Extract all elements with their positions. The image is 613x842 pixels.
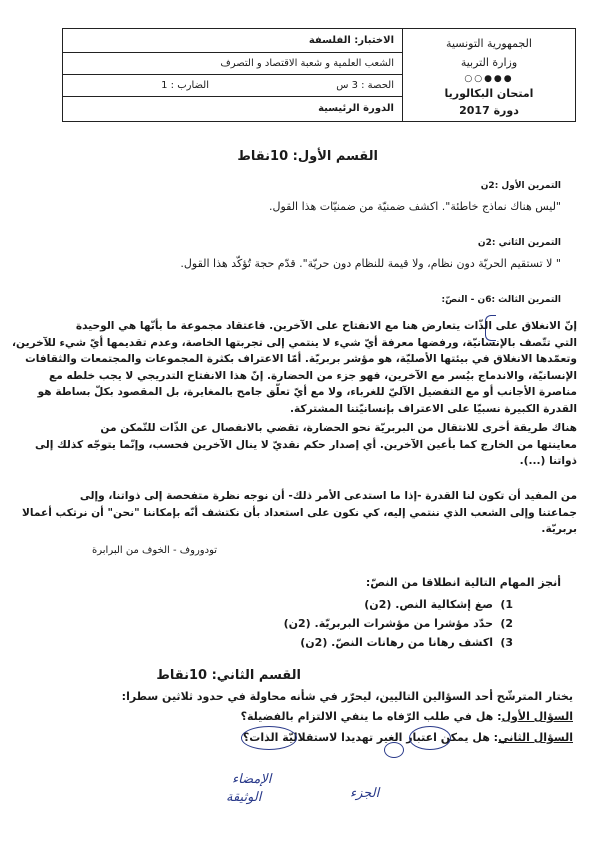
task-number: 3) [500, 636, 513, 649]
text-source: تودوروف - الخوف من البرابرة [92, 545, 218, 556]
sections: الشعب العلمية و شعبة الاقتصاد و التصرف [220, 58, 394, 69]
text-paragraph-2 [37, 420, 577, 470]
ex1-label: التمرين الأول :2ن [480, 181, 561, 191]
subject-row [63, 29, 402, 53]
sections-row [63, 53, 402, 75]
text-line: من المفيد أن تكون لنا القدرة -إذا ما استدعى الأمر ذلك- أن نوجه نظرة متفحصة إلى ذواتنا، وإلى [79, 490, 577, 502]
duration: الحصة : 3 س [336, 80, 394, 91]
task-number: 1) [500, 598, 513, 611]
tasks-intro: أنجز المهام التالية انطلاقا من النصّ: [365, 576, 561, 589]
pen-circle-mark [384, 742, 404, 758]
session: الدورة الرئيسية [318, 103, 394, 114]
session-year: دورة 2017 [459, 104, 519, 117]
duration-row [63, 75, 402, 97]
handwritten-signature: الإمضاء [232, 772, 272, 787]
question-2-label: السؤال الثاني [498, 731, 573, 744]
question-1-label: السؤال الأول [501, 710, 573, 723]
task-number: 2) [500, 617, 513, 630]
question-1-text: : هل في طلب الرّفاه ما ينفي الالتزام بالفضيلة؟ [240, 710, 502, 723]
text-line: وتعمّدها الانغلاق في بيئتها الأصليّة، هو مؤشر بربريّة. أمّا الاعتراف بكثرة المجموعات والمجتمعات والثقافات [25, 353, 577, 365]
text-paragraph-1 [12, 318, 577, 417]
exam-header [62, 28, 576, 122]
text-line: القدرة الكبيرة نسبيّا على الاعتراف بإنسانيّتنا المشتركة. [289, 402, 577, 415]
text-line: إنّ الانغلاق على الذّات يتعارض هنا مع الانفتاح على الآخرين. فاعتقاد مجموعة ما بأنّها هي الوحيدة [75, 320, 577, 332]
part1-title: القسم الأول: 10نقاط [237, 149, 378, 164]
text-line: التي تتّصف بالإنسانيّة، ورفضها معرفة أيّ شيء لا ينتمي إلى تجربتها الخاصة، وعدم تقديمها أيّ شيء للآخرين، [12, 336, 577, 349]
text-line: جماعتنا وإلى الشعب الذي ننتمي إليه، كي نكون على استعداد بأن نكتشف أنّه بإمكاننا "نحن" أن نرتكب أعمالا [22, 506, 577, 519]
handwritten-signature: الوثيقة [226, 790, 262, 805]
text-line: معاينتها من الخارج كما بأعين الآخرين. أي إصدار حكم نقديّ لا ينال الآخرين فحسب، وإنّما يتوجّه كذلك إلى [35, 438, 577, 451]
ex3-label: التمرين الثالث :6ن - النصّ: [441, 295, 561, 305]
coefficient: الضارب : 1 [161, 80, 209, 91]
part2-instructions: يختار المترشّح أحد السؤالين التاليين، ليحرّر في شأنه محاولة في حدود ثلاثين سطرا: [121, 690, 573, 703]
ministry-block [403, 29, 575, 121]
task-item: اكشف رهانا من رهانات النصّ. (2ن) [300, 636, 493, 649]
subject: الاختبار: الفلسفة [308, 35, 394, 46]
text-line: بربريّة. [541, 523, 577, 535]
exam-info-table [63, 29, 403, 121]
ex2-label: التمرين الثاني :2ن [477, 238, 561, 248]
session-row [63, 97, 402, 121]
text-paragraph-3 [22, 488, 577, 538]
text-line: الإنسانيّة، والاندماج بيُسر مع الآخرين، فهو جزء من الحضارة. إنّ هذا الانفتاح التدريجي لا يجب خلطه مع [48, 369, 577, 382]
task-item: صغ إشكالية النص. (2ن) [364, 598, 493, 611]
pen-circle-mark [409, 726, 451, 750]
ministry: وزارة التربية [460, 56, 518, 69]
pen-circle-mark [241, 726, 297, 750]
exam-name: امتحان البكالوريا [444, 87, 534, 100]
ex2-text: " لا تستقيم الحريّة دون نظام، ولا قيمة للنظام دون حريّة". قدّم حجة تُؤكّد هذا القول. [180, 257, 561, 270]
country: الجمهورية التونسية [446, 37, 532, 50]
handwritten-signature: الجزء [350, 786, 380, 801]
question-1 [241, 710, 573, 723]
text-line: هناك طريقة أخرى للانتقال من البربريّة نحو الحضارة، تقضي بالانفصال عن الذّات للتّمكن من [100, 422, 577, 434]
task-item: حدّد مؤشرا من مؤشرات البربريّة. (2ن) [283, 617, 493, 630]
text-line: ذواتنا (...). [519, 455, 577, 467]
rating-dots: ●●●○○ [464, 74, 514, 84]
text-line: مناصرة الأجانب أو مع التفضيل الآليّ للغرباء، ولا مع أيّ تعلّق جامح بالمغايرة، بل المقصود بكلّ بساطة هو [37, 386, 577, 398]
ex1-text: "ليس هناك نماذج خاطئة". اكشف ضمنيّة من ضمنيّات هذا القول. [268, 200, 561, 213]
part2-title: القسم الثاني: 10نقاط [156, 668, 301, 683]
question-2-text: : هل يمكن اعتبار الغير تهديدا لاستقلاليّة الذات؟ [242, 731, 499, 744]
